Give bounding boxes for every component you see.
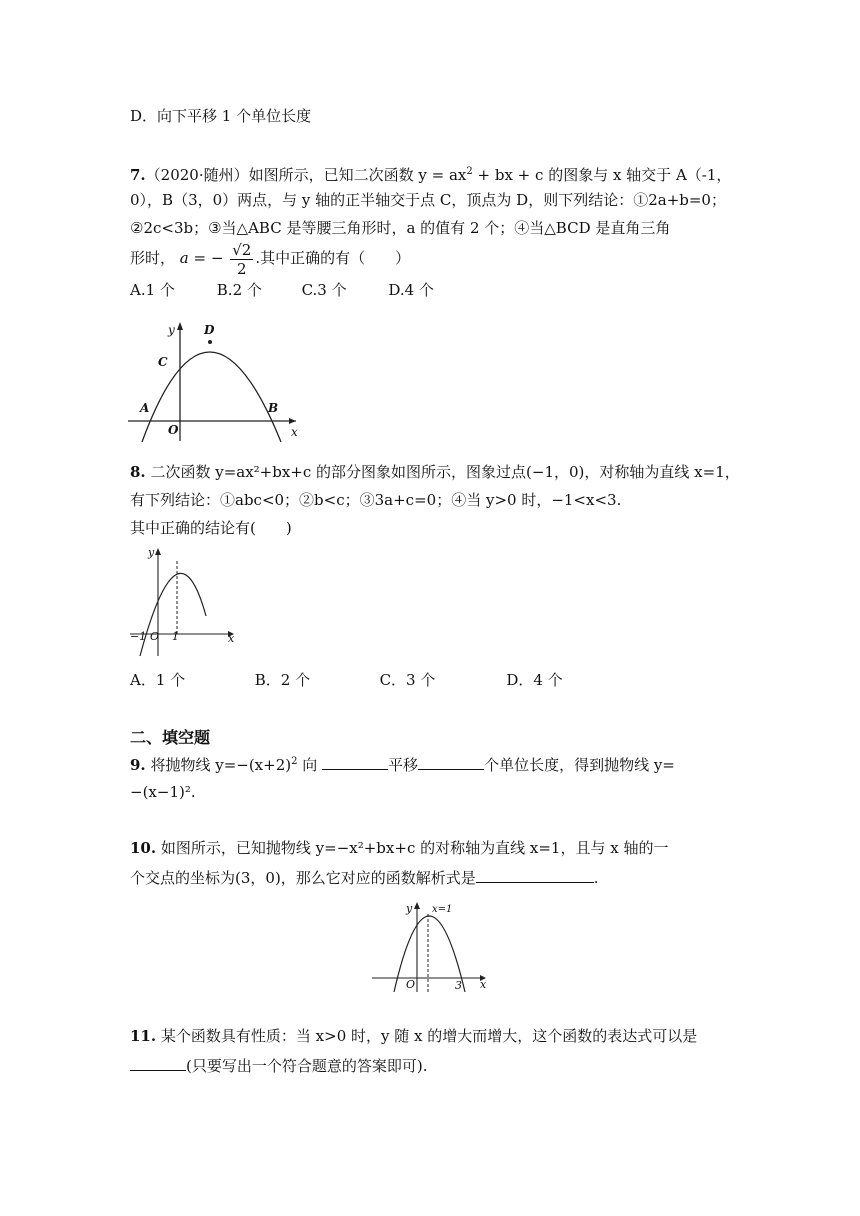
q7-text-4-suffix: .其中正确的有（ ） — [255, 249, 411, 267]
q7-label-y: y — [168, 323, 175, 337]
q7-label-c: C — [158, 355, 168, 369]
q9-number: 9. — [130, 756, 146, 774]
q11-text-1: 某个函数具有性质：当 x>0 时，y 随 x 的增大而增大，这个函数的表达式可以是 — [160, 1027, 698, 1045]
q6-option-d: D．向下平移 1 个单位长度 — [130, 107, 312, 125]
q7-fraction-numerator: √2 — [232, 240, 252, 259]
q10-label-x: x — [480, 978, 487, 991]
q7-option-c: C.3 个 — [301, 281, 347, 299]
q7-text-1a: （2020·随州）如图所示，已知二次函数 y = ax — [145, 166, 467, 184]
q7-number: 7. — [130, 166, 146, 184]
q10-label-y: y — [406, 902, 413, 915]
q11-number: 11. — [130, 1027, 157, 1045]
q9-superscript: 2 — [291, 756, 298, 767]
q7-formula-lhs: a = − — [179, 249, 224, 267]
q7-line-2: 0），B（3，0）两点，与 y 轴的正半轴交于点 C，顶点为 D，则下列结论：①2a+b=0； — [130, 191, 726, 209]
q10-number: 10. — [130, 839, 157, 857]
q8-parabola-figure — [128, 544, 240, 660]
q10-text-2b: . — [593, 869, 599, 887]
q11-line-1 — [130, 1026, 697, 1046]
q11-line-2 — [130, 1056, 427, 1076]
q10-blank-answer[interactable] — [476, 868, 594, 883]
q7-x-arrow — [289, 418, 296, 424]
q7-label-o: O — [168, 423, 179, 437]
q7-line-3: ②2c<3b；③当△ABC 是等腰三角形时，a 的值有 2 个；④当△BCD 是直角三角 — [130, 219, 671, 237]
q7-line-4 — [130, 238, 410, 278]
q7-option-b: B.2 个 — [216, 281, 262, 299]
q9-text-1c: 平移 — [388, 756, 419, 774]
q9-line-1 — [130, 752, 675, 775]
q10-y-arrow — [414, 902, 420, 909]
q7-text-4-prefix: 形时， — [130, 249, 176, 267]
q8-parabola — [140, 573, 206, 656]
q8-y-arrow — [155, 548, 161, 555]
q9-blank-distance[interactable] — [418, 755, 484, 770]
q8-option-a: A．1 个 — [130, 671, 186, 689]
q8-label-y: y — [148, 546, 155, 559]
q10-text-2a: 个交点的坐标为(3，0)，那么它对应的函数解析式是 — [130, 869, 476, 887]
q10-line-2 — [130, 868, 599, 888]
q7-option-a: A.1 个 — [130, 281, 175, 299]
q8-line-2: 有下列结论：①abc<0；②b<c；③3a+c=0；④当 y>0 时，−1<x<3. — [130, 491, 622, 509]
q10-label-three: 3 — [455, 979, 462, 992]
q7-label-b: B — [268, 401, 279, 415]
q8-option-c: C．3 个 — [379, 671, 436, 689]
q7-fraction — [230, 241, 253, 278]
q8-number: 8. — [130, 463, 146, 481]
q7-options — [130, 280, 434, 300]
q7-vertex-dot — [208, 340, 212, 344]
q10-parabola-figure — [370, 898, 494, 994]
q7-superscript: 2 — [466, 166, 473, 177]
q10-label-o: O — [406, 978, 416, 991]
q8-text-1: 二次函数 y=ax²+bx+c 的部分图象如图所示，图象过点(−1，0)，对称轴为直线 x=1， — [150, 463, 740, 481]
q7-label-a: A — [140, 401, 150, 415]
q9-text-1b: 向 — [297, 756, 318, 774]
q7-y-arrow — [177, 322, 183, 330]
q11-blank-answer[interactable] — [130, 1056, 186, 1071]
q8-label-x: x — [228, 632, 235, 645]
q9-line-2: −(x−1)². — [130, 783, 196, 801]
q9-text-1a: 将抛物线 y=−(x+2) — [150, 756, 292, 774]
q7-option-d: D.4 个 — [388, 281, 434, 299]
q8-line-3: 其中正确的结论有( ) — [130, 519, 292, 537]
q10-line-1 — [130, 838, 668, 858]
q8-label-one: 1 — [172, 630, 179, 643]
q8-option-d: D．4 个 — [506, 671, 563, 689]
q11-text-2b: (只要写出一个符合题意的答案即可). — [186, 1057, 428, 1075]
q7-line-1 — [130, 162, 731, 185]
q7-parabola-figure — [128, 320, 308, 442]
q8-line-1 — [130, 462, 740, 482]
q10-text-1: 如图所示，已知抛物线 y=−x²+bx+c 的对称轴为直线 x=1，且与 x 轴的一 — [160, 839, 669, 857]
section-heading-fill-in: 二、填空题 — [130, 728, 211, 747]
q7-fraction-denominator: 2 — [236, 259, 247, 278]
q8-label-o: O — [150, 630, 160, 643]
q8-label-neg1: −1 — [130, 630, 147, 643]
q8-option-b: B．2 个 — [254, 671, 311, 689]
q10-label-axis: x=1 — [432, 904, 453, 915]
q7-text-1b: + bx + c 的图象与 x 轴交于 A（-1， — [472, 166, 732, 184]
q9-blank-direction[interactable] — [322, 755, 388, 770]
q7-label-d: D — [204, 323, 215, 337]
q7-label-x: x — [291, 425, 298, 439]
q9-text-1d: 个单位长度，得到抛物线 y= — [484, 756, 675, 774]
q8-options — [130, 670, 563, 690]
